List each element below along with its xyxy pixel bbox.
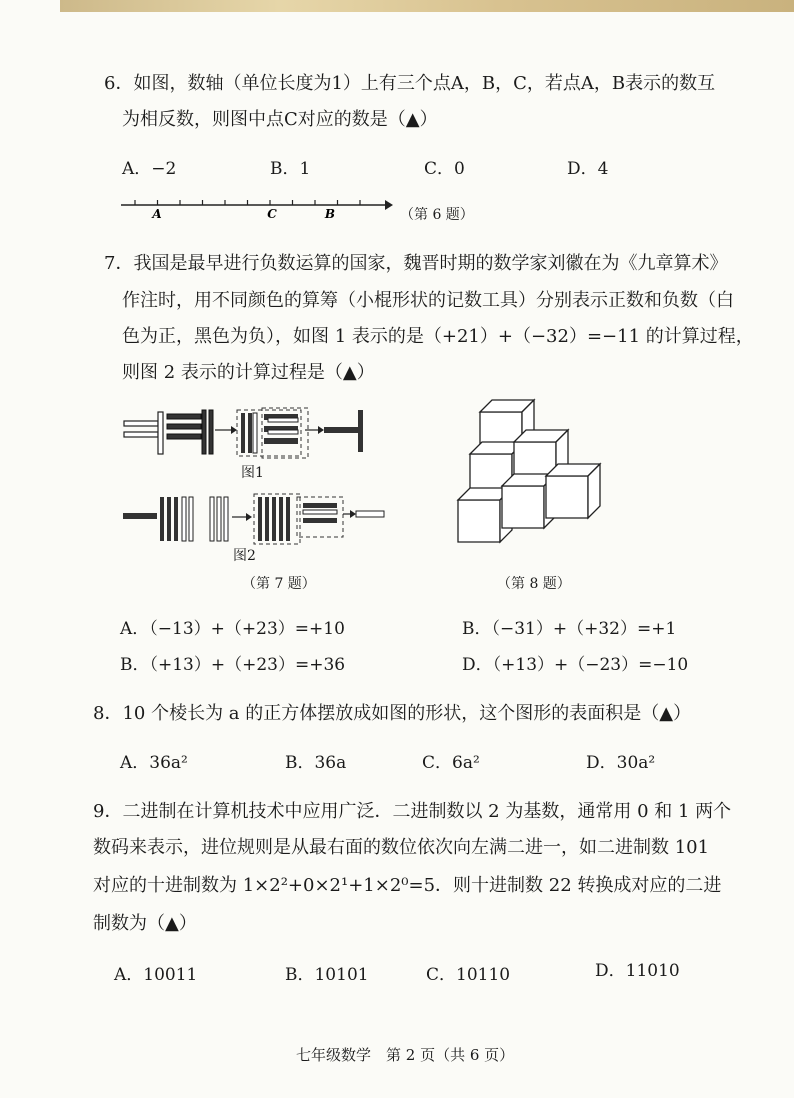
- q9-line-4: 制数为（▲）: [93, 913, 197, 934]
- q8-option-b[interactable]: B．36a: [285, 753, 347, 773]
- q6-caption: （第 6 题）: [400, 207, 474, 223]
- q9-line-3: 对应的十进制数为 1×2²+0×2¹+1×2⁰=5．则十进制数 22 转换成对应的二进: [93, 875, 722, 896]
- q9-option-c[interactable]: C．10110: [426, 965, 511, 985]
- cube: [546, 464, 600, 518]
- cube-stack: [458, 400, 600, 542]
- point-c-label: C: [267, 207, 277, 221]
- fig1-label: 图1: [241, 465, 264, 481]
- q6-line-1: 6．如图，数轴（单位长度为1）上有三个点A，B，C，若点A，B表示的数互: [104, 73, 716, 94]
- q7-option-a[interactable]: A．（−13）+（+23）=+10: [120, 619, 345, 639]
- q9-option-a[interactable]: A．10011: [114, 965, 198, 985]
- q7-option-c[interactable]: B．（+13）+（+23）=+36: [120, 655, 346, 675]
- page-footer: 七年级数学 第 2 页（共 6 页）: [296, 1046, 515, 1064]
- q8-option-a[interactable]: A．36a²: [120, 753, 188, 773]
- q7-line-2: 作注时，用不同颜色的算筹（小棍形状的记数工具）分别表示正数和负数（白: [122, 290, 734, 311]
- q9-line-1: 9．二进制在计算机技术中应用广泛．二进制数以 2 为基数，通常用 0 和 1 两个: [93, 801, 732, 822]
- q6-option-b[interactable]: B．1: [270, 159, 311, 179]
- q9-line-2: 数码来表示，进位规则是从最右面的数位依次向左满二进一，如二进制数 101: [93, 837, 710, 858]
- point-b-label: B: [324, 207, 336, 221]
- q7-line-4: 则图 2 表示的计算过程是（▲）: [122, 362, 375, 383]
- q6-option-d[interactable]: D．4: [567, 159, 609, 179]
- q8-option-d[interactable]: D．30a²: [586, 753, 656, 773]
- q7-line-3: 色为正，黑色为负），如图 1 表示的是（+21）+（−32）=−11 的计算过程，: [122, 326, 754, 347]
- q6-option-a[interactable]: A．−2: [122, 159, 177, 179]
- point-a-label: A: [152, 207, 162, 221]
- q7-option-d[interactable]: D．（+13）+（−23）=−10: [462, 655, 689, 675]
- q8-option-c[interactable]: C．6a²: [422, 753, 480, 773]
- q7-caption: （第 7 题）: [242, 576, 316, 592]
- fig2-label: 图2: [233, 548, 256, 564]
- q6-option-c[interactable]: C．0: [424, 159, 465, 179]
- q8-line-1: 8．10 个棱长为 a 的正方体摆放成如图的形状，这个图形的表面积是（▲）: [93, 703, 692, 724]
- q7-line-1: 7．我国是最早进行负数运算的国家，魏晋时期的数学家刘徽在为《九章算术》: [104, 253, 728, 274]
- q6-line-2: 为相反数，则图中点C对应的数是（▲）: [122, 109, 438, 130]
- q9-option-d[interactable]: D．11010: [595, 961, 680, 981]
- q9-option-b[interactable]: B．10101: [285, 965, 369, 985]
- q8-caption: （第 8 题）: [497, 576, 571, 592]
- q7-option-b[interactable]: B．（−31）+（+32）=+1: [462, 619, 677, 639]
